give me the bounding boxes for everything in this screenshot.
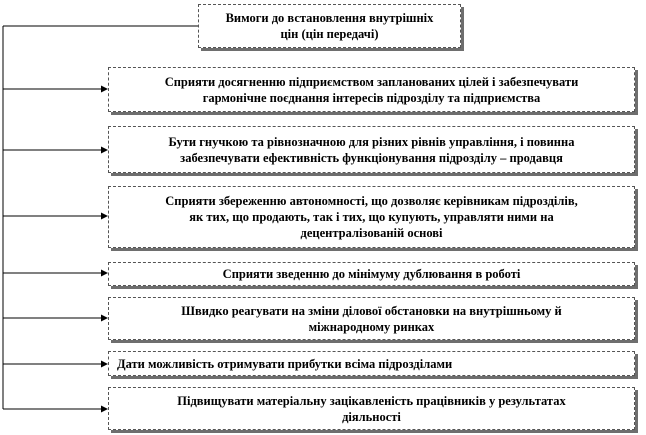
requirement-text-2: Бути гнучкою та рівнозначною для різних рівнів управління, і повинна забезпечувати ефективність функціонування підрозділу – продавця	[168, 134, 575, 165]
arrowhead-2	[101, 147, 108, 154]
arrowhead-1	[101, 86, 108, 93]
header-box	[198, 4, 461, 48]
arrowhead-7	[101, 406, 108, 413]
requirement-text-4: Сприяти зведенню до мінімуму дублювання в роботі	[222, 267, 521, 281]
requirement-box-1	[108, 67, 635, 112]
requirement-box-4	[108, 262, 635, 286]
requirement-text-7: Підвищувати матеріальну зацікавленість працівників у результатах діяльності	[177, 393, 566, 424]
arrowhead-5	[101, 315, 108, 322]
requirement-text-3: Сприяти збереженню автономності, що дозволяє керівникам підрозділів, як тих, що продають, так і тих, що купують, управляти ними на децентралізованій основі	[165, 194, 578, 240]
requirement-text-1: Сприяти досягненню підприємством запланованих цілей і забезпечувати гармонічне поєднання інтересів підрозділу та підприємства	[164, 74, 579, 105]
requirement-text-6: Дати можливість отримувати прибутки всіма підрозділами	[117, 356, 453, 371]
requirement-text-5: Швидко реагувати на зміни ділової обстановки на внутрішньому й міжнародному ринках	[181, 303, 562, 334]
requirement-box-5	[108, 297, 635, 340]
requirement-box-7	[108, 387, 635, 430]
arrowhead-6	[101, 361, 108, 368]
arrowhead-4	[101, 270, 108, 277]
requirement-box-6	[108, 351, 635, 376]
arrowhead-3	[101, 213, 108, 220]
header-title: Вимоги до встановлення внутрішніх цін (цін передачі)	[225, 11, 434, 41]
requirement-box-2	[108, 126, 635, 173]
requirement-box-3	[108, 186, 635, 248]
